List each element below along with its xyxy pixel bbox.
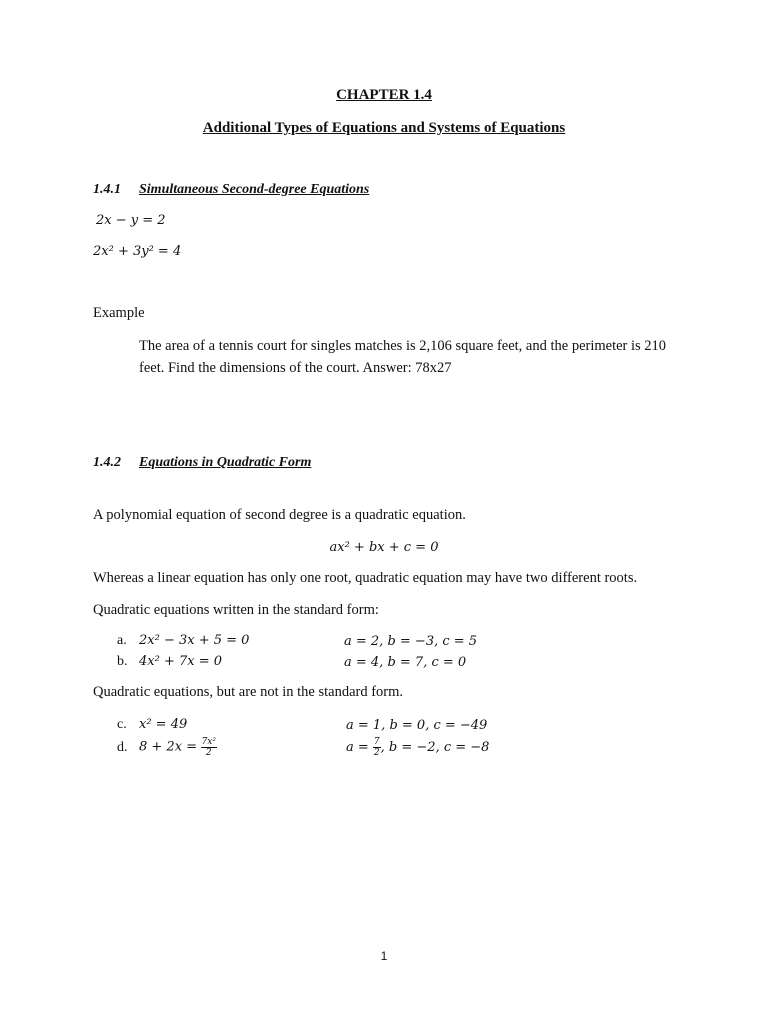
coef-fraction — [373, 737, 381, 758]
equation-fraction — [201, 737, 217, 758]
standard-form-label: Quadratic equations written in the standard form: — [93, 602, 379, 618]
section-title: Simultaneous Second-degree Equations — [139, 182, 370, 197]
coef-rest: , b = −2, c = −8 — [380, 740, 490, 755]
chapter-label: CHAPTER 1.4 — [336, 87, 432, 103]
list-item-d — [117, 737, 217, 758]
general-form-equation: ax² + bx + c = 0 — [329, 540, 439, 555]
equation: x² = 49 — [139, 717, 188, 732]
fraction-numerator: 7 — [373, 737, 380, 747]
nonstandard-form-label: Quadratic equations, but are not in the standard form. — [93, 684, 404, 700]
list-item-c — [117, 717, 187, 733]
list-item-b — [117, 654, 222, 670]
fraction-numerator: 7x² — [201, 737, 216, 747]
system-equation-1: 2x − y = 2 — [96, 213, 166, 228]
quadratic-definition: A polynomial equation of second degree is a quadratic equation. — [93, 507, 466, 523]
linear-vs-quadratic-note: Whereas a linear equation has only one root, quadratic equation may have two different roots. — [93, 570, 638, 586]
coefficients-d — [346, 737, 489, 758]
list-marker: b. — [117, 654, 128, 669]
section-heading-1-4-2 — [93, 455, 311, 471]
list-item-a — [117, 633, 249, 649]
equation: 2x² − 3x + 5 = 0 — [139, 633, 250, 648]
chapter-subtitle: Additional Types of Equations and Systems of Equations — [202, 120, 566, 136]
list-marker: c. — [117, 717, 127, 732]
example-label: Example — [93, 305, 145, 321]
list-marker: a. — [117, 633, 127, 648]
section-number: 1.4.1 — [93, 182, 121, 197]
coefficients-c: a = 1, b = 0, c = −49 — [346, 718, 488, 733]
fraction-denominator: 2 — [373, 748, 380, 758]
coefficients-a: a = 2, b = −3, c = 5 — [344, 634, 478, 649]
list-marker: d. — [117, 739, 128, 755]
equation-lhs: 8 + 2x = — [139, 739, 198, 755]
section-title: Equations in Quadratic Form — [139, 455, 312, 470]
coef-prefix: a = — [346, 740, 369, 755]
system-equation-2: 2x² + 3y² = 4 — [93, 244, 182, 259]
example-text: The area of a tennis court for singles matches is 2,106 square feet, and the perimeter is 210 feet. Find the dimensions of the court. Answer: 78x27 — [139, 338, 667, 376]
page-number: 1 — [380, 949, 388, 963]
section-number: 1.4.2 — [93, 455, 121, 470]
fraction-denominator: 2 — [205, 748, 212, 758]
coefficients-b: a = 4, b = 7, c = 0 — [344, 655, 467, 670]
section-heading-1-4-1 — [93, 182, 369, 198]
equation: 4x² + 7x = 0 — [139, 654, 223, 669]
